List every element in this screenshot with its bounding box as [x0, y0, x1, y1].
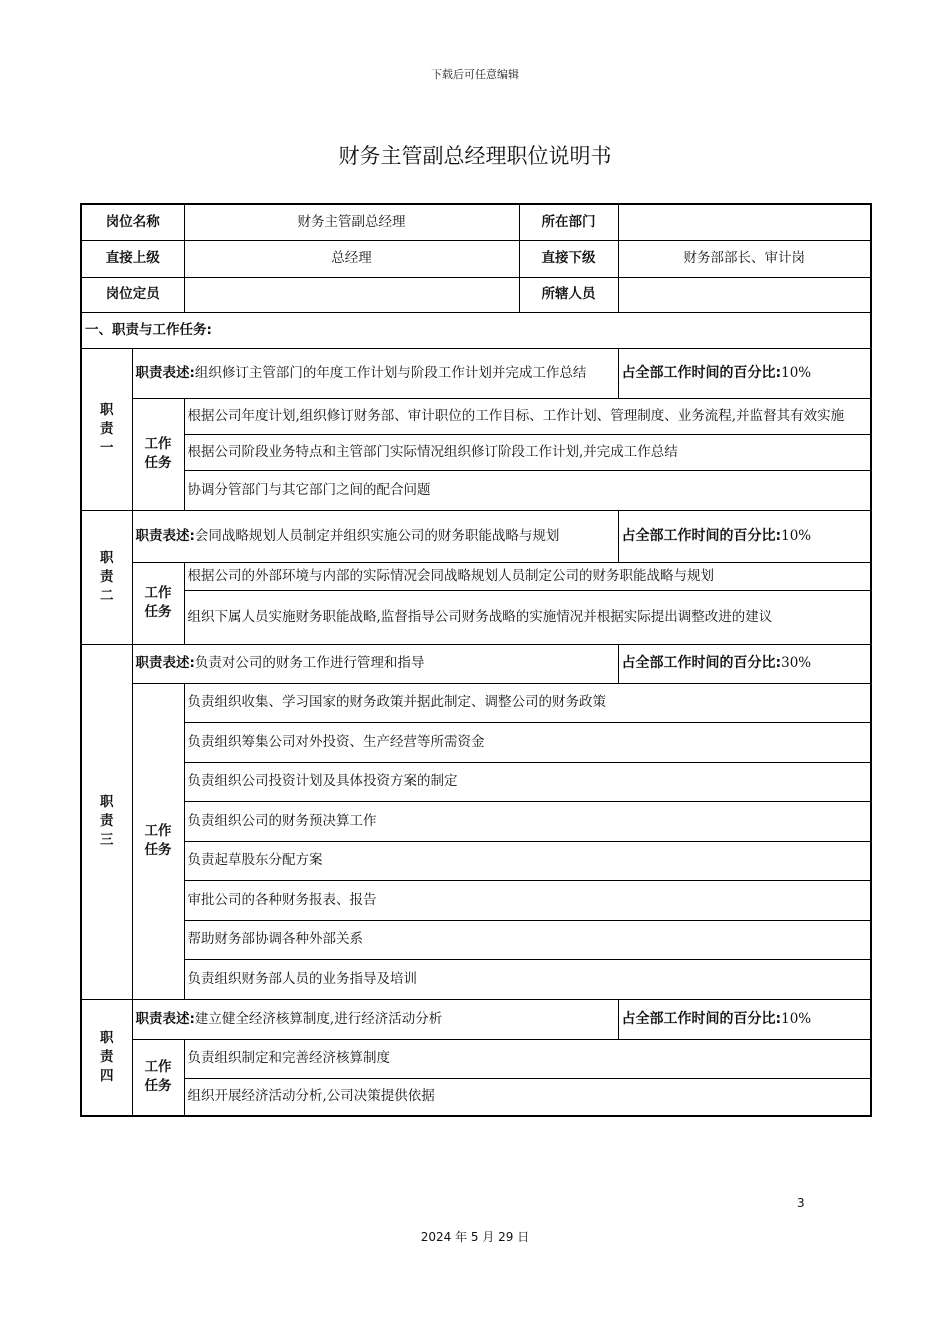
task-item: 根据公司的外部环境与内部的实际情况会同战略规划人员制定公司的财务职能战略与规划: [184, 562, 871, 590]
duty-description: 职责表述:负责对公司的财务工作进行管理和指导: [132, 644, 618, 683]
position-name-label: 岗位名称: [81, 204, 184, 240]
managed-value: [618, 277, 871, 312]
duty-label: 职 责 四: [81, 999, 132, 1116]
duty-description: 职责表述:建立健全经济核算制度,进行经济活动分析: [132, 999, 618, 1039]
subordinate-value: 财务部部长、审计岗: [618, 240, 871, 277]
task-item: 协调分管部门与其它部门之间的配合问题: [184, 470, 871, 510]
task-item: 帮助财务部协调各种外部关系: [184, 920, 871, 959]
task-item: 组织下属人员实施财务职能战略,监督指导公司财务战略的实施情况并根据实际提出调整改进的建议: [184, 590, 871, 644]
work-tasks-label: 工作 任务: [132, 1039, 184, 1116]
managed-label: 所辖人员: [519, 277, 618, 312]
header-note: 下载后可任意编辑: [431, 68, 519, 81]
task-item: 审批公司的各种财务报表、报告: [184, 880, 871, 920]
task-item: 负责组织筹集公司对外投资、生产经营等所需资金: [184, 722, 871, 762]
duty-label: 职 责 二: [81, 510, 132, 644]
task-item: 负责组织制定和完善经济核算制度: [184, 1039, 871, 1078]
task-item: 根据公司阶段业务特点和主管部门实际情况组织修订阶段工作计划,并完成工作总结: [184, 434, 871, 470]
job-description-table: [80, 203, 872, 1117]
superior-value: 总经理: [184, 240, 519, 277]
task-item: 负责组织公司的财务预决算工作: [184, 801, 871, 841]
task-item: 负责组织公司投资计划及具体投资方案的制定: [184, 762, 871, 801]
task-item: 组织开展经济活动分析,公司决策提供依据: [184, 1078, 871, 1116]
task-item: 负责组织收集、学习国家的财务政策并据此制定、调整公司的财务政策: [184, 683, 871, 722]
staffing-value: [184, 277, 519, 312]
duty-description: 职责表述:会同战略规划人员制定并组织实施公司的财务职能战略与规划: [132, 510, 618, 562]
document-title: 财务主管副总经理职位说明书: [338, 144, 612, 168]
work-tasks-label: 工作 任务: [132, 398, 184, 510]
subordinate-label: 直接下级: [519, 240, 618, 277]
position-name-value: 财务主管副总经理: [184, 204, 519, 240]
duty-label: 职 责 三: [81, 644, 132, 999]
department-label: 所在部门: [519, 204, 618, 240]
task-item: 负责组织财务部人员的业务指导及培训: [184, 959, 871, 999]
section-title: 一、职责与工作任务:: [81, 312, 871, 348]
task-item: 根据公司年度计划,组织修订财务部、审计职位的工作目标、工作计划、管理制度、业务流程,并监督其有效实施: [184, 398, 871, 434]
page-number: 3: [797, 1196, 805, 1210]
time-percentage: 占全部工作时间的百分比:10%: [618, 510, 871, 562]
department-value: [618, 204, 871, 240]
footer-date: 2024 年 5 月 29 日: [420, 1230, 530, 1244]
work-tasks-label: 工作 任务: [132, 683, 184, 999]
time-percentage: 占全部工作时间的百分比:10%: [618, 348, 871, 398]
duty-label: 职 责 一: [81, 348, 132, 510]
staffing-label: 岗位定员: [81, 277, 184, 312]
time-percentage: 占全部工作时间的百分比:30%: [618, 644, 871, 683]
duty-description: 职责表述:组织修订主管部门的年度工作计划与阶段工作计划并完成工作总结: [132, 348, 618, 398]
superior-label: 直接上级: [81, 240, 184, 277]
work-tasks-label: 工作 任务: [132, 562, 184, 644]
task-item: 负责起草股东分配方案: [184, 841, 871, 880]
time-percentage: 占全部工作时间的百分比:10%: [618, 999, 871, 1039]
